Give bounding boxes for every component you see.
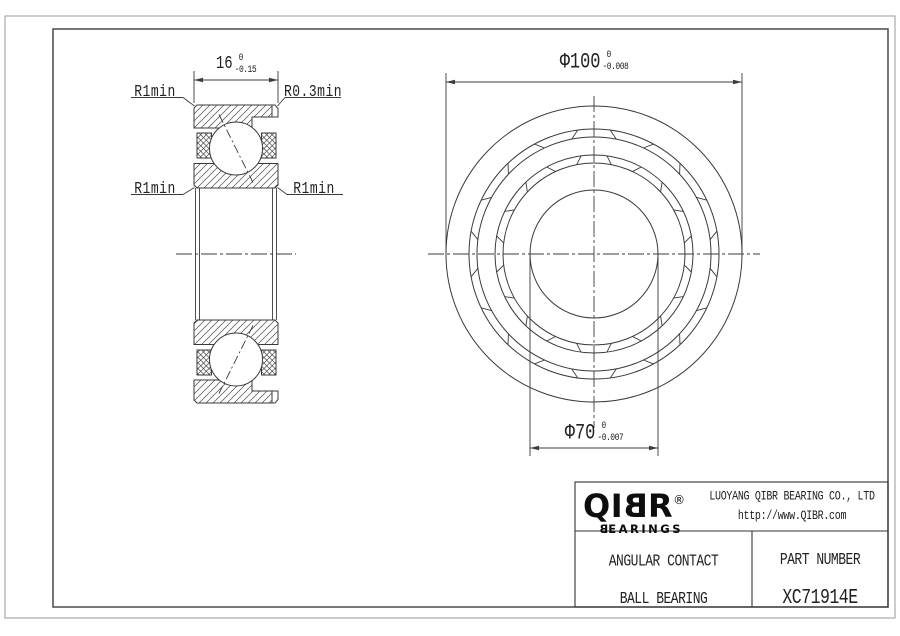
outer-diameter-tolerance (603, 49, 629, 72)
bore-diameter-text (530, 420, 658, 447)
logo-text: QIBR (583, 487, 674, 525)
logo-subtext: BEARINGS (597, 522, 684, 536)
part-number-label: PART NUMBER (779, 549, 861, 569)
section-view (176, 105, 296, 403)
product-type-line2: BALL BEARING (619, 588, 708, 609)
width-dimension-value: 16 (215, 53, 233, 75)
bore-dia-tol-upper: 0 (601, 420, 606, 433)
width-tol-lower: -0.15 (234, 64, 257, 76)
registered-trademark-symbol: ® (673, 493, 686, 507)
company-website: http://www.QIBR.com (737, 510, 847, 525)
width-dimension-tolerance (235, 52, 257, 75)
outer-diameter-value: Φ100 (559, 50, 601, 76)
part-number-value: XC71914E (782, 585, 858, 611)
page-border (5, 16, 895, 618)
company-info (698, 488, 886, 527)
width-tol-upper: 0 (238, 52, 243, 65)
front-view (428, 96, 760, 428)
bore-dia-tol-lower: -0.007 (597, 432, 624, 444)
fillet-label-top-left: R1min (134, 81, 176, 102)
fillet-label-top-right: R0.3min (283, 81, 343, 102)
part-number-cell (752, 533, 888, 627)
bore-diameter-value: Φ70 (564, 421, 596, 447)
outer-diameter-text (446, 49, 742, 76)
outer-dia-tol-upper: 0 (606, 49, 611, 62)
width-dimension-text (194, 52, 278, 76)
fillet-label-mid-left: R1min (134, 178, 176, 199)
fillet-label-mid-right: R1min (293, 178, 335, 199)
company-name: LUOYANG QIBR BEARING CO., LTD (709, 490, 875, 505)
product-type-cell (575, 533, 752, 627)
company-logo (583, 485, 686, 536)
bore-diameter-tolerance (597, 420, 623, 443)
product-type-line1: ANGULAR CONTACT (608, 551, 719, 571)
outer-dia-tol-lower: -0.008 (602, 61, 629, 73)
